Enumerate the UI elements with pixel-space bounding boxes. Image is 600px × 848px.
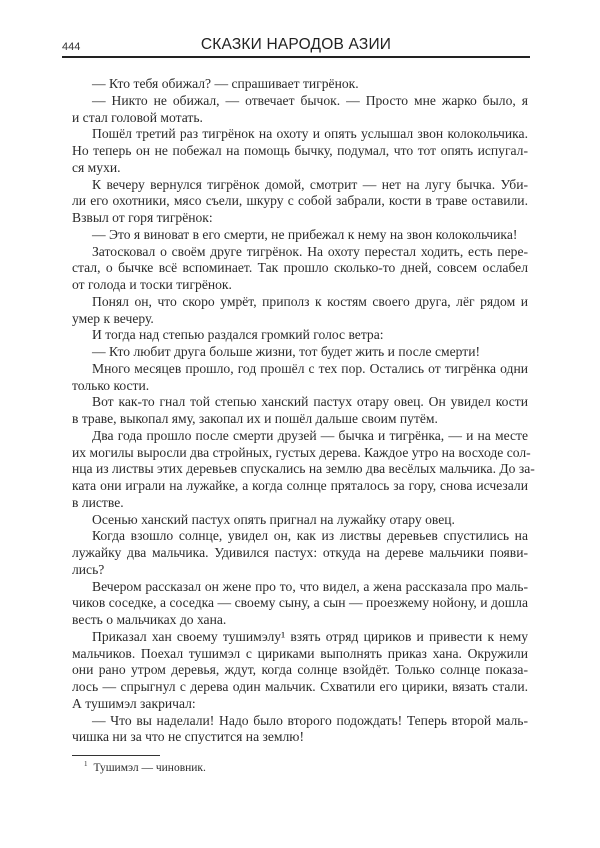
footnote-text: Тушимэл — чиновник. <box>93 761 206 774</box>
text-line: лось — спрыгнул с дерева один мальчик. Схватили его цирики, вязать стали. <box>72 679 528 694</box>
text-line: нца из листвы этих деревьев спускались на землю два весёлых мальчика. До за- <box>72 461 535 477</box>
text-line: весть о мальчиках до хана. <box>72 612 227 627</box>
text-line: мальчиков. Поехал тушимэл с цириками выполнять приказ хана. Окружили <box>72 645 528 661</box>
text-line: Пошёл третий раз тигрёнок на охоту и опять услышал звон колокольчика. <box>92 126 528 142</box>
text-line: в листве. <box>72 494 124 510</box>
paragraph <box>72 629 528 713</box>
paragraph <box>72 579 528 629</box>
paragraph <box>72 294 528 328</box>
paragraph <box>72 76 528 93</box>
paragraph <box>72 177 528 227</box>
running-title: СКАЗКИ НАРОДОВ АЗИИ <box>200 36 392 53</box>
text-line: — Кто тебя обижал? — спрашивает тигрёнок. <box>92 76 359 91</box>
text-line: Затосковал о своём друге тигрёнок. На охоту перестал ходить, есть пере- <box>92 243 528 259</box>
paragraph <box>72 344 528 361</box>
paragraph <box>72 512 528 529</box>
text-line: К вечеру вернулся тигрёнок домой, смотрит — нет на лугу бычка. Уби- <box>92 176 528 192</box>
footnote <box>84 760 206 774</box>
text-line: И тогда над степью раздался громкий голос ветра: <box>92 327 384 343</box>
text-line: Вот как-то гнал той степью ханский пастух отару овец. Он увидел кости <box>92 394 528 410</box>
text-line: Много месяцев прошло, год прошёл с тех пор. Остались от тигрёнка одни <box>92 360 528 376</box>
text-line: Осенью ханский пастух опять пригнал на лужайку отару овец. <box>92 511 455 527</box>
text-line: Но теперь он не побежал на помощь бычку, подумал, что тот опять испугал- <box>72 143 528 158</box>
text-line: — Что вы наделали! Надо было второго подождать! Теперь второй маль- <box>92 712 528 728</box>
text-line: лись? <box>72 561 105 577</box>
text-line: от голода и тоски тигрёнок. <box>72 277 232 292</box>
text-line: ли его охотники, мясо съели, шкуру с собой забрали, кости в траве оставили. <box>72 193 528 209</box>
text-line: чиков соседке, а соседка — своему сыну, а сын — проезжему нойону, и дошла <box>72 595 528 611</box>
text-line: Взвыл от горя тигрёнок: <box>72 210 213 225</box>
text-line: А тушимэл закричал: <box>72 695 196 711</box>
text-line: — Это я виноват в его смерти, не прибежал к нему на звон колокольчика! <box>92 226 518 242</box>
text-line: и стал головой мотать. <box>72 109 203 125</box>
page-header <box>62 36 530 58</box>
text-line: Вечером рассказал он жене про то, что видел, а жена рассказала про маль- <box>92 578 528 594</box>
text-line: в траве, выкопал яму, закопал их и пошёл дальше своим путём. <box>72 411 438 426</box>
text-line: умер к вечеру. <box>72 310 154 326</box>
text-line: чишка ни за что не спустится на землю! <box>72 729 304 745</box>
text-line: Понял он, что скоро умрёт, приполз к костям своего друга, лёг рядом и <box>92 293 528 309</box>
text-line: Два года прошло после смерти друзей — бычка и тигрёнка, — и на месте <box>92 427 528 443</box>
text-line: лужайку два мальчика. Удивился пастух: откуда на дереве мальчики появи- <box>72 545 528 560</box>
paragraph <box>72 126 528 176</box>
text-line: их могилы выросли два стройных, густых дерева. Каждое утро на восходе сол- <box>72 444 531 460</box>
paragraph <box>72 361 528 395</box>
text-line: Приказал хан своему тушимэлу¹ взять отряд цириков и привести к нему <box>92 628 528 644</box>
text-line: ката они играли на лужайке, а когда солнце пряталось за гору, снова исчезали <box>72 478 528 493</box>
paragraph <box>72 394 528 428</box>
paragraph <box>72 327 528 344</box>
text-line: стал, о бычке всё вспоминает. Так прошло сколько-то дней, совсем ослабел <box>72 260 528 276</box>
body-text <box>72 76 535 746</box>
text-line: они рано утром деревья, ждут, когда солнце взойдёт. Только солнце показа- <box>72 662 528 678</box>
paragraph <box>72 93 528 127</box>
text-line: ся мухи. <box>72 159 121 175</box>
footnote-mark: 1 <box>84 760 88 768</box>
text-line: только кости. <box>72 377 150 393</box>
text-line: Когда взошло солнце, увидел он, как из листвы деревьев спустились на <box>92 528 528 544</box>
paragraph <box>72 244 528 294</box>
paragraph <box>72 528 528 578</box>
paragraph <box>72 427 535 512</box>
page-number: 444 <box>62 41 81 53</box>
text-line: — Кто любит друга больше жизни, тот будет жить и после смерти! <box>92 344 481 359</box>
footnote-divider <box>72 755 160 756</box>
paragraph <box>72 227 528 244</box>
text-line: — Никто не обижал, — отвечает бычок. — Просто мне жарко было, я <box>92 92 528 108</box>
paragraph <box>72 713 528 747</box>
